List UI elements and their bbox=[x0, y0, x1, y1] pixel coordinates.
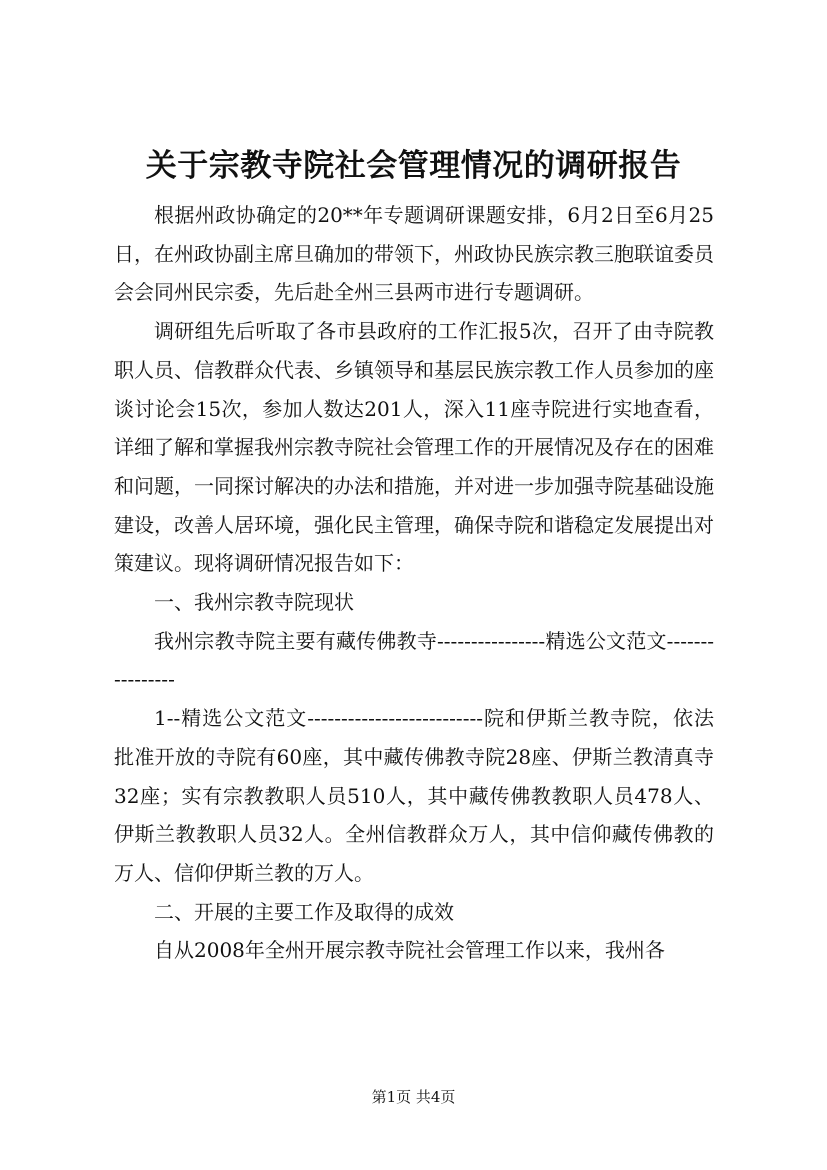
page-number-footer: 第1页 共4页 bbox=[371, 1088, 456, 1106]
paragraph-intro: 根据州政协确定的20**年专题调研课题安排，6月2日至6月25日，在州政协副主席旦确加的带领下，州政协民族宗教三胞联谊委员会会同州民宗委，先后赴全州三县两市进行专题调研。 bbox=[114, 203, 714, 305]
paragraph-status-stats: 1--精选公文范文--------------------------院和伊斯兰教寺院，依法批准开放的寺院有60座，其中藏传佛教寺院28座、伊斯兰教清真寺32座；实有宗教教职人员510人，其中藏传佛教教职人员478人、伊斯兰教教职人员32人。全州信教群众万人，其中信仰藏传佛教的万人、信仰伊斯兰教的万人。 bbox=[114, 706, 714, 885]
document-title: 关于宗教寺院社会管理情况的调研报告 bbox=[145, 148, 682, 184]
section-heading-1: 一、我州宗教寺院现状 bbox=[154, 590, 354, 615]
document-body bbox=[114, 196, 714, 970]
paragraph-survey: 调研组先后听取了各市县政府的工作汇报5次，召开了由寺院教职人员、信教群众代表、乡镇领导和基层民族宗教工作人员参加的座谈讨论会15次，参加人数达201人，深入11座寺院进行实地查看，详细了解和掌握我州宗教寺院社会管理工作的开展情况及存在的困难和问题，一同探讨解决的办法和措施，并对进一步加强寺院基础设施建设，改善人居环境，强化民主管理，确保寺院和谐稳定发展提出对策建议。现将调研情况报告如下： bbox=[114, 319, 714, 576]
section-heading-2: 二、开展的主要工作及取得的成效 bbox=[154, 899, 454, 924]
paragraph-results-start: 自从2008年全州开展宗教寺院社会管理工作以来，我州各 bbox=[154, 938, 665, 963]
paragraph-status-start: 我州宗教寺院主要有藏传佛教寺----------------精选公文范文---------------- bbox=[114, 628, 714, 692]
